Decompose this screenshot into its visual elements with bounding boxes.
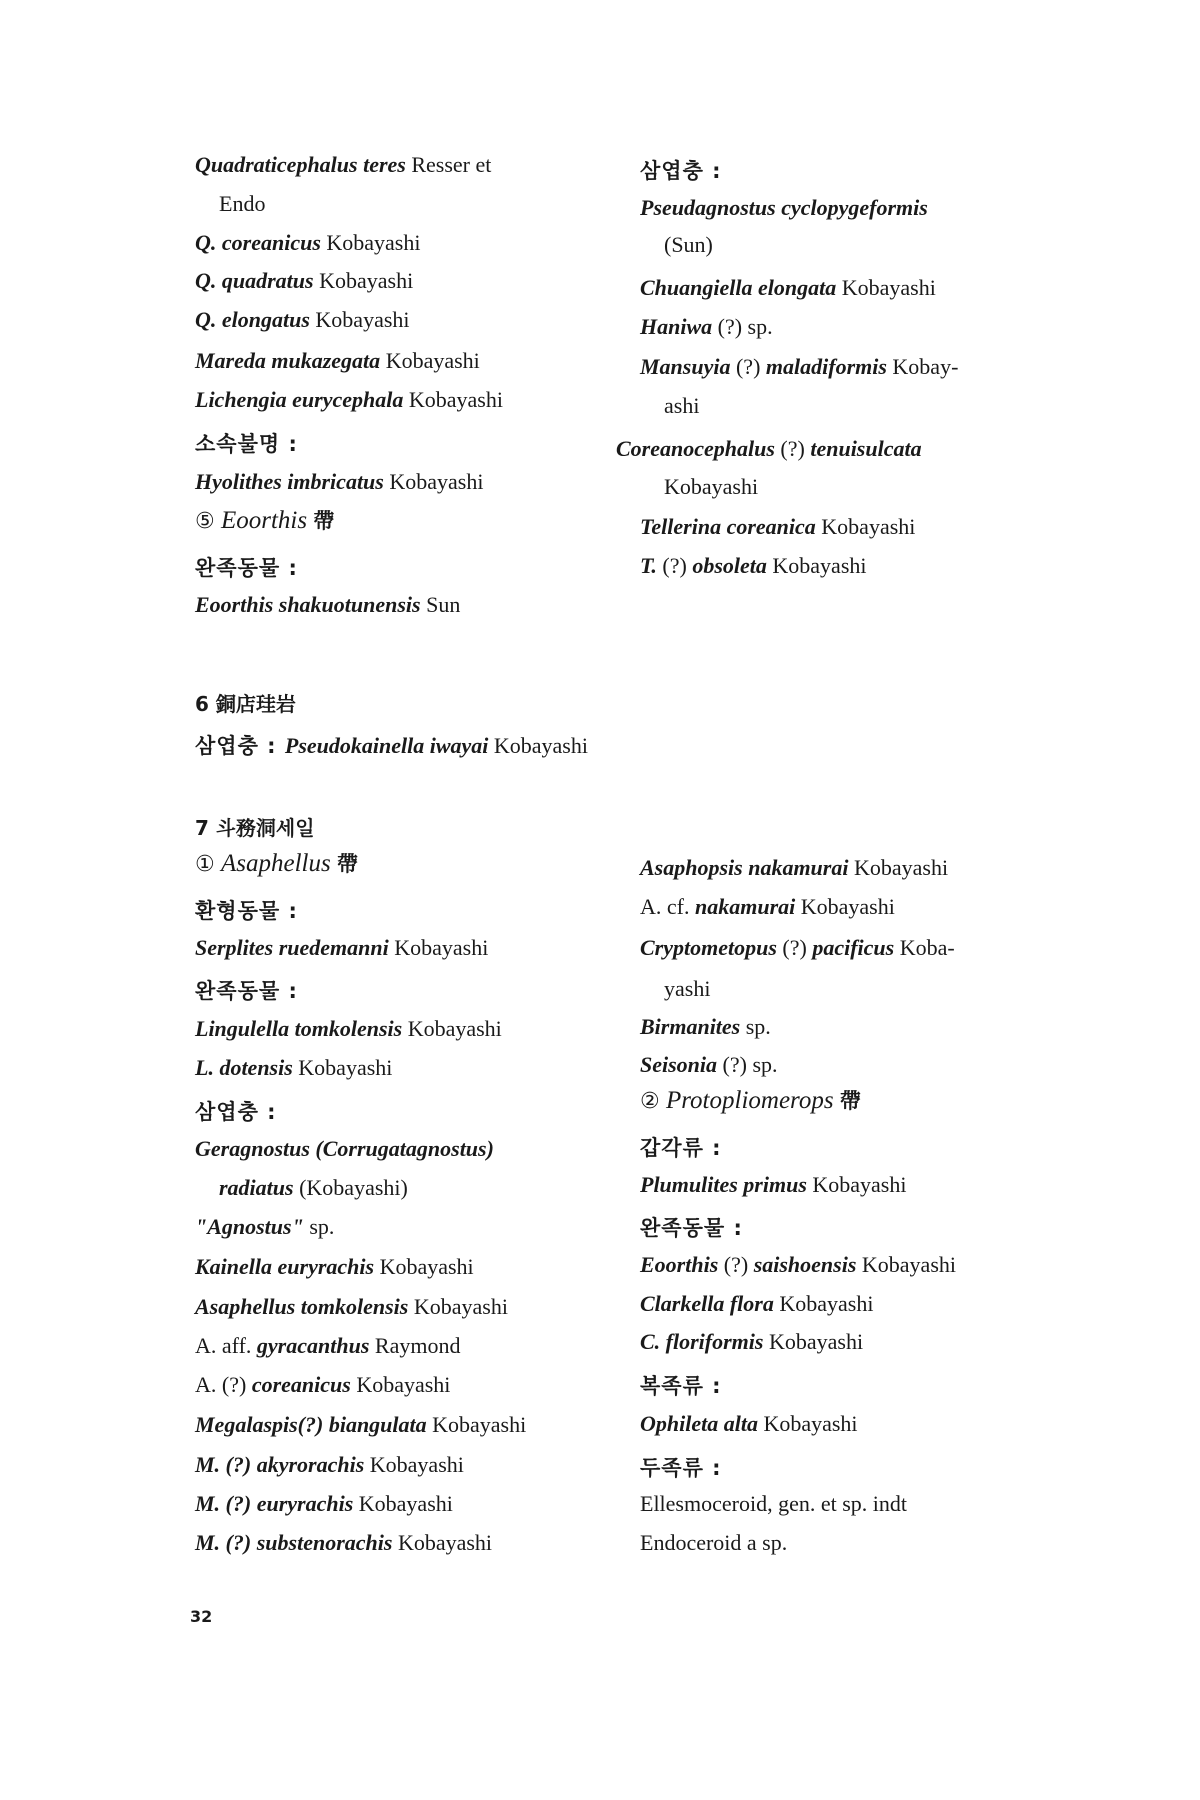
species-line: Seisonia (?) sp.: [640, 1052, 778, 1077]
species-line: Clarkella flora Kobayashi: [640, 1291, 874, 1316]
species-line: Ellesmoceroid, gen. et sp. indt: [640, 1491, 907, 1516]
group-heading: 완족동물 :: [640, 1216, 743, 1240]
species-line: Coreanocephalus (?) tenuisulcata: [616, 436, 922, 461]
group-heading: 완족동물 :: [195, 979, 298, 1003]
species-line: Megalaspis(?) biangulata Kobayashi: [195, 1412, 527, 1437]
species-line: A. (?) coreanicus Kobayashi: [195, 1372, 451, 1397]
species-line: Cryptometopus (?) pacificus Koba-: [640, 935, 955, 960]
species-line: Quadraticephalus teres Resser et: [195, 152, 492, 177]
zone-heading: ② Protopliomerops 帶: [640, 1087, 862, 1114]
group-heading: 환형동물 :: [195, 899, 298, 923]
species-line: Asaphopsis nakamurai Kobayashi: [640, 855, 949, 880]
page-number: 32: [190, 1607, 213, 1626]
zone-heading: ⑤ Eoorthis 帶: [195, 507, 336, 534]
species-line: Q. quadratus Kobayashi: [195, 268, 414, 293]
zone-heading: ① Asaphellus 帶: [195, 850, 359, 877]
species-line: Serplites ruedemanni Kobayashi: [195, 935, 489, 960]
species-line: "Agnostus" sp.: [195, 1214, 335, 1239]
group-heading: 소속불명 :: [195, 432, 298, 456]
species-line: Endoceroid a sp.: [640, 1530, 788, 1555]
group-heading: 복족류 :: [640, 1374, 722, 1398]
section-heading: 6 銅店珪岩: [195, 692, 296, 716]
species-line: Mansuyia (?) maladiformis Kobay-: [640, 354, 959, 379]
species-line: M. (?) euryrachis Kobayashi: [195, 1491, 453, 1516]
species-line: ashi: [664, 393, 700, 418]
species-line: C. floriformis Kobayashi: [640, 1329, 864, 1354]
species-line: radiatus (Kobayashi): [219, 1175, 408, 1200]
group-heading: 삼엽충 :: [640, 159, 722, 183]
section-heading: 7 斗務洞세일: [195, 816, 315, 840]
species-line: Kobayashi: [664, 474, 759, 499]
species-line: Kainella euryrachis Kobayashi: [195, 1254, 474, 1279]
species-line: Birmanites sp.: [640, 1014, 771, 1039]
group-heading: 두족류 :: [640, 1456, 722, 1480]
group-heading: 갑각류 :: [640, 1136, 722, 1160]
species-line: Q. coreanicus Kobayashi: [195, 230, 421, 255]
species-line: A. aff. gyracanthus Raymond: [195, 1333, 461, 1358]
species-line: (Sun): [664, 232, 713, 257]
species-line: Hyolithes imbricatus Kobayashi: [195, 469, 484, 494]
species-line: 삼엽충 : Pseudokainella iwayai Kobayashi: [195, 733, 588, 758]
species-line: L. dotensis Kobayashi: [195, 1055, 393, 1080]
species-line: Asaphellus tomkolensis Kobayashi: [195, 1294, 508, 1319]
species-line: Haniwa (?) sp.: [640, 314, 773, 339]
species-line: Lingulella tomkolensis Kobayashi: [195, 1016, 502, 1041]
species-line: Eoorthis (?) saishoensis Kobayashi: [640, 1252, 956, 1277]
species-line: T. (?) obsoleta Kobayashi: [640, 553, 867, 578]
species-line: Tellerina coreanica Kobayashi: [640, 514, 916, 539]
species-line: Ophileta alta Kobayashi: [640, 1411, 858, 1436]
species-line: Geragnostus (Corrugatagnostus): [195, 1136, 494, 1161]
species-line: yashi: [664, 976, 711, 1001]
species-line: Endo: [219, 191, 266, 216]
species-line: Lichengia eurycephala Kobayashi: [195, 387, 503, 412]
species-line: A. cf. nakamurai Kobayashi: [640, 894, 895, 919]
species-line: Plumulites primus Kobayashi: [640, 1172, 907, 1197]
species-line: Chuangiella elongata Kobayashi: [640, 275, 936, 300]
species-line: Q. elongatus Kobayashi: [195, 307, 410, 332]
species-line: M. (?) substenorachis Kobayashi: [195, 1530, 493, 1555]
group-heading: 완족동물 :: [195, 556, 298, 580]
species-line: M. (?) akyrorachis Kobayashi: [195, 1452, 464, 1477]
species-line: Eoorthis shakuotunensis Sun: [195, 592, 461, 617]
species-line: Pseudagnostus cyclopygeformis: [640, 195, 928, 220]
group-heading: 삼엽충 :: [195, 1100, 277, 1124]
species-line: Mareda mukazegata Kobayashi: [195, 348, 480, 373]
